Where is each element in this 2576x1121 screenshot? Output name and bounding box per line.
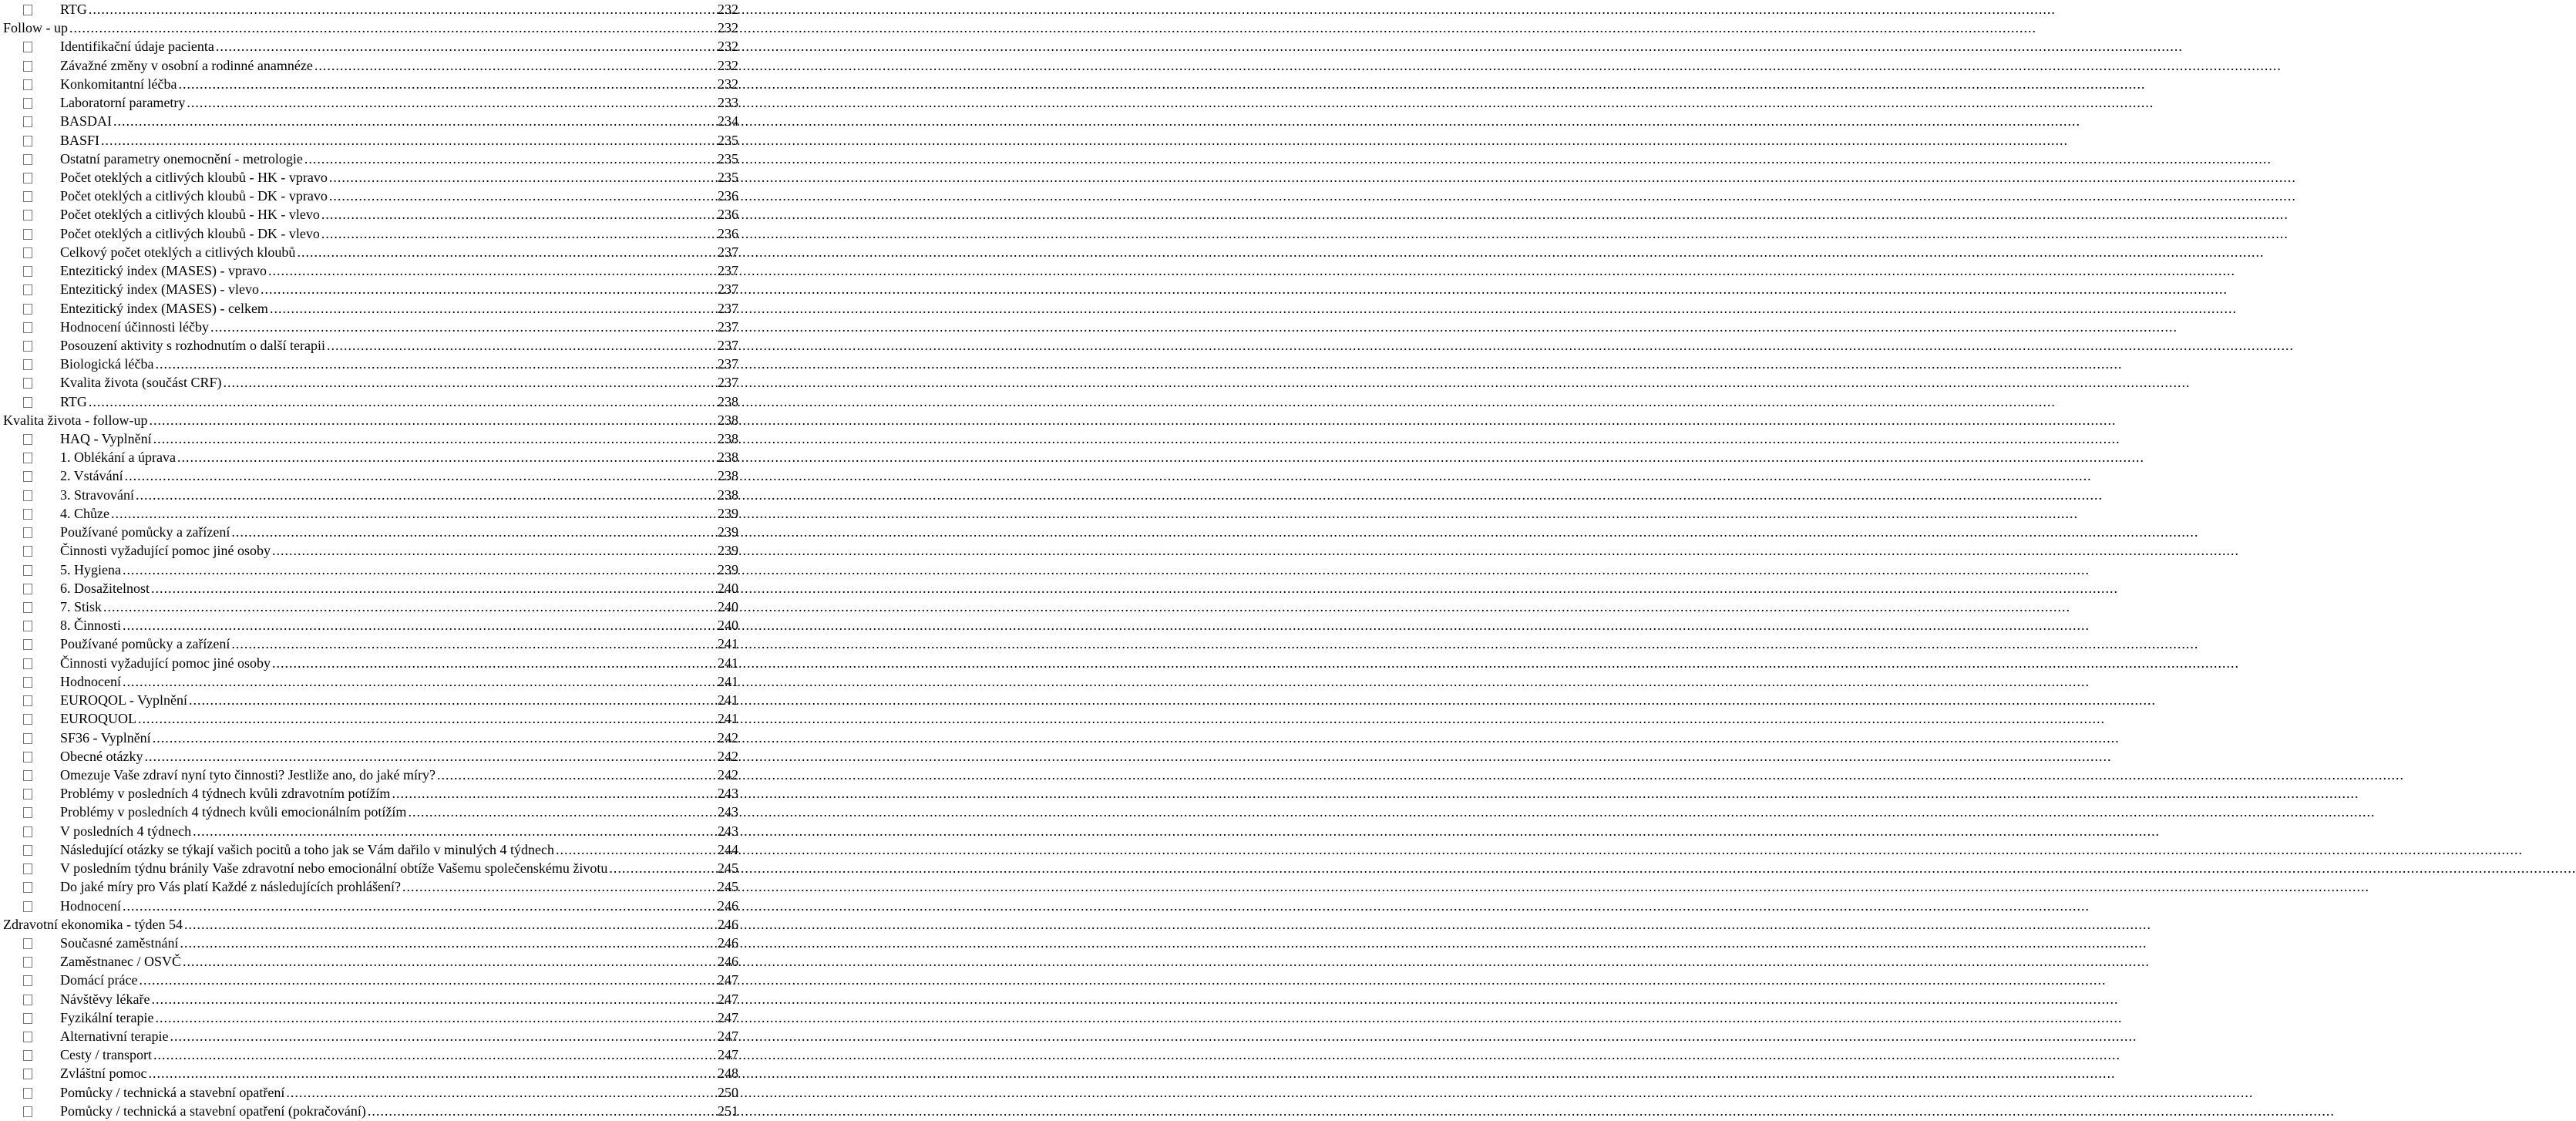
bullet-box-icon [23, 1050, 32, 1061]
toc-entry-label[interactable]: Konkomitantní léčba [60, 76, 177, 92]
toc-entry-row[interactable] [0, 318, 740, 336]
toc-entry-row[interactable] [0, 1008, 740, 1027]
toc-entry-row[interactable] [0, 187, 740, 205]
toc-entry-row[interactable] [0, 598, 740, 616]
bullet-box-icon [23, 322, 32, 333]
toc-entry-row[interactable] [0, 840, 740, 859]
bullet-box-icon [23, 938, 32, 949]
toc-entry-label[interactable]: RTG [60, 2, 87, 17]
bullet-box-icon [23, 807, 32, 818]
toc-entry-row[interactable] [0, 859, 740, 877]
bullet-box-icon [23, 602, 32, 613]
toc-entry-row[interactable] [0, 971, 740, 989]
bullet-box-icon [23, 98, 32, 109]
toc-page-number[interactable]: 245 [718, 860, 738, 877]
toc-page-number[interactable]: 236 [718, 188, 738, 204]
toc-page-number[interactable]: 232 [718, 57, 738, 73]
bullet-box-icon [23, 639, 32, 650]
dot-leader [111, 504, 716, 523]
toc-entry-label[interactable]: Alternativní terapie [60, 1028, 169, 1045]
toc-entry-label[interactable]: Problémy v posledních 4 týdnech kvůli emocionálním potížím [60, 804, 407, 820]
bullet-box-icon [23, 770, 32, 781]
bullet-box-icon [23, 79, 32, 90]
toc-entry-row[interactable] [0, 952, 740, 971]
dot-leader [144, 747, 716, 766]
toc-entry-row[interactable] [0, 243, 740, 261]
toc-entry-label[interactable]: Počet oteklých a citlivých kloubů - HK - vlevo [60, 207, 320, 223]
bullet-box-icon [23, 191, 32, 202]
toc-entry-row[interactable] [0, 654, 740, 672]
toc-page-number[interactable]: 242 [718, 729, 738, 746]
toc-entry-label[interactable]: Počet oteklých a citlivých kloubů - DK - vpravo [60, 188, 328, 204]
bullet-box-icon [23, 882, 32, 893]
dot-leader [183, 952, 716, 971]
toc-page-number[interactable]: 242 [718, 748, 738, 764]
toc-page-number[interactable]: 246 [718, 916, 738, 932]
toc-entry-label[interactable]: Entezitický index (MASES) - vlevo [60, 281, 259, 298]
bullet-box-icon [23, 1013, 32, 1024]
bullet-box-icon [23, 5, 32, 15]
bullet-box-icon [23, 490, 32, 501]
toc-page-number[interactable]: 238 [718, 449, 738, 466]
toc-entry-label[interactable]: V posledním týdnu bránily Vaše zdravotní nebo emocionální obtíže Vašemu společenskému životu [60, 860, 608, 877]
toc-entry-label[interactable]: Cesty / transport [60, 1047, 152, 1063]
toc-entry-label[interactable]: Entezitický index (MASES) - celkem [60, 300, 268, 316]
bullet-box-icon [23, 471, 32, 482]
toc-entry-row[interactable] [0, 150, 740, 168]
dot-leader [321, 205, 716, 224]
toc-entry-row[interactable] [0, 168, 740, 187]
toc-entry-row[interactable] [0, 803, 740, 821]
toc-entry-label[interactable]: Hodnocení [60, 897, 121, 914]
toc-page-number[interactable]: 246 [718, 934, 738, 951]
toc-entry-row[interactable] [0, 0, 740, 19]
dot-leader [139, 971, 716, 989]
toc-page-number[interactable]: 234 [718, 113, 738, 130]
toc-page-number[interactable]: 242 [718, 766, 738, 783]
dot-leader [151, 579, 716, 598]
toc-page-number[interactable]: 233 [718, 95, 738, 111]
toc-entry-label[interactable]: Činnosti vyžadující pomoc jiné osoby [60, 543, 271, 559]
toc-entry-label[interactable]: Kvalita života - follow-up [3, 412, 148, 428]
toc-entry-label[interactable]: RTG [60, 393, 87, 409]
bullet-box-icon [23, 434, 32, 445]
toc-entry-row[interactable] [0, 466, 740, 485]
toc-entry-label[interactable]: 3. Stravování [60, 486, 134, 503]
toc-entry-row[interactable] [0, 1045, 740, 1064]
bullet-box-icon [23, 826, 32, 837]
toc-entry-row[interactable] [0, 672, 740, 691]
toc-entry-row[interactable] [0, 560, 740, 579]
toc-page-number[interactable]: 237 [718, 263, 738, 279]
toc-entry-row[interactable] [0, 504, 740, 523]
toc-page-number[interactable]: 238 [718, 431, 738, 447]
toc-entry-row[interactable] [0, 897, 740, 915]
dot-leader [231, 523, 716, 541]
dot-leader [270, 299, 716, 318]
toc-entry-row[interactable] [0, 392, 740, 411]
toc-entry-label[interactable]: Hodnocení [60, 673, 121, 689]
dot-leader [392, 784, 716, 803]
toc-entry-row[interactable] [0, 261, 740, 280]
toc-entry-label[interactable]: Celkový počet oteklých a citlivých kloubů [60, 244, 296, 260]
toc-entry-row[interactable] [0, 729, 740, 747]
toc-entry-label[interactable]: Problémy v posledních 4 týdnech kvůli zdravotním potížím [60, 786, 391, 802]
toc-entry-row[interactable] [0, 112, 740, 130]
toc-page-number[interactable]: 241 [718, 636, 738, 652]
toc-entry-label[interactable]: Pomůcky / technická a stavební opatření (pokračování) [60, 1102, 366, 1119]
bullet-box-icon [23, 584, 32, 594]
toc-page-number[interactable]: 246 [718, 897, 738, 914]
toc-page-number[interactable]: 238 [718, 393, 738, 409]
bullet-box-icon [23, 173, 32, 183]
table-of-contents [0, 0, 740, 1120]
bullet-box-icon [23, 284, 32, 295]
toc-entry-label[interactable]: Počet oteklých a citlivých kloubů - DK - vlevo [60, 225, 320, 241]
bullet-box-icon [23, 789, 32, 800]
toc-page-number[interactable]: 237 [718, 281, 738, 298]
toc-entry-row[interactable] [0, 486, 740, 504]
dot-leader [153, 729, 716, 747]
dot-leader [314, 56, 716, 75]
toc-entry-label[interactable]: Obecné otázky [60, 748, 143, 764]
toc-page-number[interactable]: 237 [718, 318, 738, 335]
dot-leader [148, 1064, 716, 1082]
toc-page-number[interactable]: 235 [718, 169, 738, 185]
toc-entry-label[interactable]: Zdravotní ekonomika - týden 54 [3, 916, 183, 932]
dot-leader [151, 990, 716, 1008]
dot-leader [123, 616, 716, 635]
dot-leader [272, 654, 716, 672]
bullet-box-icon [23, 154, 32, 165]
dot-leader [216, 37, 716, 56]
dot-leader [125, 466, 716, 485]
toc-page-number[interactable]: 239 [718, 543, 738, 559]
bullet-box-icon [23, 714, 32, 725]
toc-page-number[interactable]: 239 [718, 505, 738, 521]
dot-leader [304, 150, 716, 168]
toc-entry-row[interactable] [0, 766, 740, 784]
toc-page-number[interactable]: 236 [718, 207, 738, 223]
toc-entry-label[interactable]: EUROQOL - Vyplnění [60, 692, 187, 709]
dot-leader [609, 859, 716, 877]
bullet-box-icon [23, 901, 32, 912]
toc-entry-row[interactable] [0, 990, 740, 1008]
toc-entry-label[interactable]: Biologická léčba [60, 356, 154, 372]
dot-leader [297, 243, 716, 261]
toc-entry-row[interactable] [0, 523, 740, 541]
toc-entry-label[interactable]: V posledních 4 týdnech [60, 823, 192, 839]
toc-entry-row[interactable] [0, 224, 740, 243]
dot-leader [153, 1045, 716, 1064]
bullet-box-icon [23, 509, 32, 520]
toc-page-number[interactable]: 246 [718, 954, 738, 970]
toc-page-number[interactable]: 240 [718, 580, 738, 596]
dot-leader [113, 112, 716, 130]
toc-page-number[interactable]: 238 [718, 486, 738, 503]
bullet-box-icon [23, 527, 32, 538]
bullet-box-icon [23, 229, 32, 240]
dot-leader [329, 168, 716, 187]
toc-section-row[interactable] [0, 915, 740, 934]
toc-entry-label[interactable]: Follow - up [3, 20, 69, 36]
toc-page-number[interactable]: 239 [718, 561, 738, 577]
dot-leader [155, 1008, 716, 1027]
toc-page-number[interactable]: 244 [718, 841, 738, 857]
toc-entry-row[interactable] [0, 75, 740, 93]
bullet-box-icon [23, 1088, 32, 1099]
toc-entry-label[interactable]: Ostatní parametry onemocnění - metrologie [60, 150, 303, 167]
toc-entry-row[interactable] [0, 877, 740, 896]
toc-entry-row[interactable] [0, 93, 740, 112]
toc-page-number[interactable]: 240 [718, 599, 738, 614]
toc-page-number[interactable]: 232 [718, 76, 738, 92]
bullet-box-icon [23, 266, 32, 277]
toc-page-number[interactable]: 243 [718, 804, 738, 820]
dot-leader [402, 877, 716, 896]
toc-page-number[interactable]: 238 [718, 412, 738, 428]
bullet-box-icon [23, 210, 32, 220]
toc-entry-label[interactable]: 8. Činnosti [60, 618, 122, 634]
toc-entry-label[interactable]: Laboratorní parametry [60, 95, 186, 111]
dot-leader [437, 766, 716, 784]
toc-entry-row[interactable] [0, 747, 740, 766]
toc-entry-row[interactable] [0, 1064, 740, 1082]
toc-page-number[interactable]: 251 [718, 1102, 738, 1119]
dot-leader [123, 897, 716, 915]
bullet-box-icon [23, 975, 32, 986]
dot-leader [329, 187, 716, 205]
toc-entry-label[interactable]: 6. Dosažitelnost [60, 580, 150, 596]
dot-leader [187, 93, 716, 112]
toc-entry-row[interactable] [0, 280, 740, 298]
toc-page-number[interactable]: 245 [718, 879, 738, 895]
bullet-box-icon [23, 61, 32, 72]
dot-leader [193, 822, 716, 840]
toc-entry-row[interactable] [0, 1027, 740, 1045]
dot-leader [123, 560, 716, 579]
toc-page-number[interactable]: 247 [718, 1009, 738, 1025]
bullet-box-icon [23, 677, 32, 688]
toc-page-number[interactable]: 232 [718, 39, 738, 55]
toc-page-number[interactable]: 238 [718, 468, 738, 484]
toc-entry-label[interactable]: Následující otázky se týkají vašich pocitů a toho jak se Vám dařilo v minulých 4 týdnech [60, 841, 555, 857]
toc-page-number[interactable]: 240 [718, 618, 738, 634]
toc-entry-label[interactable]: 5. Hygiena [60, 561, 121, 577]
bullet-box-icon [23, 359, 32, 370]
dot-leader [268, 261, 716, 280]
dot-leader [103, 598, 716, 616]
bullet-box-icon [23, 378, 32, 389]
toc-entry-row[interactable] [0, 541, 740, 560]
toc-entry-label[interactable]: Kvalita života (součást CRF) [60, 375, 222, 391]
toc-page-number[interactable]: 235 [718, 150, 738, 167]
toc-entry-label[interactable]: Návštěvy lékaře [60, 991, 150, 1007]
toc-entry-label[interactable]: 4. Chůze [60, 505, 109, 521]
bullet-box-icon [23, 957, 32, 968]
dot-leader [155, 355, 716, 373]
toc-entry-label[interactable]: BASFI [60, 132, 100, 148]
dot-leader [123, 672, 716, 691]
bullet-box-icon [23, 247, 32, 258]
dot-leader [136, 486, 716, 504]
bullet-box-icon [23, 733, 32, 744]
dot-leader [189, 691, 716, 709]
toc-page-number[interactable]: 250 [718, 1084, 738, 1100]
bullet-box-icon [23, 1032, 32, 1042]
toc-page-number[interactable]: 247 [718, 972, 738, 988]
dot-leader [408, 803, 716, 821]
toc-entry-row[interactable] [0, 355, 740, 373]
toc-page-number[interactable]: 237 [718, 244, 738, 260]
toc-entry-label[interactable]: Pomůcky / technická a stavební opatření [60, 1084, 285, 1100]
toc-entry-label[interactable]: HAQ - Vyplnění [60, 431, 152, 447]
dot-leader [89, 392, 716, 411]
toc-entry-label[interactable]: Počet oteklých a citlivých kloubů - HK - vpravo [60, 169, 328, 185]
bullet-box-icon [23, 695, 32, 706]
dot-leader [184, 915, 716, 934]
toc-page-number[interactable]: 247 [718, 991, 738, 1007]
dot-leader [180, 934, 716, 952]
toc-entry-row[interactable] [0, 448, 740, 466]
toc-entry-row[interactable] [0, 299, 740, 318]
toc-entry-row[interactable] [0, 131, 740, 150]
dot-leader [89, 0, 716, 19]
toc-entry-row[interactable] [0, 579, 740, 598]
toc-section-row[interactable] [0, 411, 740, 429]
dot-leader [153, 429, 716, 448]
dot-leader [149, 411, 716, 429]
toc-entry-label[interactable]: Současné zaměstnání [60, 934, 179, 951]
toc-entry-row[interactable] [0, 822, 740, 840]
toc-page-number[interactable]: 239 [718, 524, 738, 540]
toc-entry-row[interactable] [0, 784, 740, 803]
bullet-box-icon [23, 1106, 32, 1117]
toc-page-number[interactable]: 248 [718, 1065, 738, 1082]
toc-entry-label[interactable]: BASDAI [60, 113, 113, 130]
dot-leader [177, 448, 716, 466]
bullet-box-icon [23, 621, 32, 631]
toc-entry-label[interactable]: Používané pomůcky a zařízení [60, 636, 230, 652]
toc-section-row[interactable] [0, 19, 740, 37]
toc-entry-label[interactable]: Závažné změny v osobní a rodinné anamnéze [60, 57, 313, 73]
dot-leader [327, 336, 716, 355]
toc-page-number[interactable]: 232 [718, 20, 738, 36]
toc-page-number[interactable]: 241 [718, 711, 738, 727]
bullet-box-icon [23, 341, 32, 352]
bullet-box-icon [23, 565, 32, 576]
dot-leader [286, 1083, 716, 1102]
toc-entry-label[interactable]: Posouzení aktivity s rozhodnutím o další terapii [60, 337, 325, 353]
toc-entry-row[interactable] [0, 56, 740, 75]
dot-leader [272, 541, 716, 560]
bullet-box-icon [23, 1069, 32, 1079]
dot-leader [138, 709, 716, 728]
toc-page-number[interactable]: 243 [718, 823, 738, 839]
toc-entry-row[interactable] [0, 616, 740, 635]
bullet-box-icon [23, 546, 32, 557]
toc-entry-label[interactable]: Do jaké míry pro Vás platí Každé z následujících prohlášení? [60, 879, 402, 895]
toc-entry-row[interactable] [0, 709, 740, 728]
toc-entry-row[interactable] [0, 1083, 740, 1102]
toc-page-number[interactable]: 241 [718, 655, 738, 671]
toc-entry-label[interactable]: Zaměstnanec / OSVČ [60, 954, 181, 970]
toc-page-number[interactable]: 247 [718, 1028, 738, 1045]
bullet-box-icon [23, 304, 32, 315]
toc-entry-label[interactable]: Entezitický index (MASES) - vpravo [60, 263, 267, 279]
toc-page-number[interactable]: 232 [718, 2, 738, 17]
toc-entry-row[interactable] [0, 1102, 740, 1120]
toc-entry-label[interactable]: 7. Stisk [60, 599, 103, 614]
toc-entry-label[interactable]: Zvláštní pomoc [60, 1065, 147, 1082]
toc-page-number[interactable]: 237 [718, 375, 738, 391]
toc-entry-label[interactable]: Identifikační údaje pacienta [60, 39, 214, 55]
toc-entry-row[interactable] [0, 934, 740, 952]
dot-leader [261, 280, 716, 298]
toc-page-number[interactable]: 236 [718, 225, 738, 241]
toc-page-number[interactable]: 237 [718, 300, 738, 316]
toc-page-number[interactable]: 235 [718, 132, 738, 148]
toc-entry-row[interactable] [0, 336, 740, 355]
dot-leader [178, 75, 716, 93]
toc-entry-row[interactable] [0, 37, 740, 56]
dot-leader [368, 1102, 716, 1120]
toc-entry-label[interactable]: Omezuje Vaše zdraví nyní tyto činnosti? Jestliže ano, do jaké míry? [60, 766, 436, 783]
toc-page-number[interactable]: 243 [718, 786, 738, 802]
toc-page-number[interactable]: 241 [718, 673, 738, 689]
dot-leader [321, 224, 716, 243]
bullet-box-icon [23, 845, 32, 856]
bullet-box-icon [23, 42, 32, 52]
dot-leader [69, 19, 716, 37]
toc-entry-label[interactable]: Používané pomůcky a zařízení [60, 524, 230, 540]
dot-leader [556, 840, 716, 859]
toc-entry-row[interactable] [0, 429, 740, 448]
dot-leader [210, 318, 716, 336]
toc-entry-label[interactable]: Činnosti vyžadující pomoc jiné osoby [60, 655, 271, 671]
toc-entry-row[interactable] [0, 205, 740, 224]
toc-entry-row[interactable] [0, 635, 740, 653]
dot-leader [231, 635, 716, 653]
bullet-box-icon [23, 658, 32, 669]
toc-entry-label[interactable]: 1. Oblékání a úprava [60, 449, 176, 466]
bullet-box-icon [23, 752, 32, 762]
bullet-box-icon [23, 116, 32, 127]
toc-page-number[interactable]: 247 [718, 1047, 738, 1063]
dot-leader [223, 373, 716, 392]
bullet-box-icon [23, 397, 32, 408]
bullet-box-icon [23, 136, 32, 146]
dot-leader [101, 131, 716, 150]
bullet-box-icon [23, 453, 32, 463]
toc-entry-row[interactable] [0, 691, 740, 709]
bullet-box-icon [23, 995, 32, 1005]
toc-entry-label[interactable]: Fyzikální terapie [60, 1009, 154, 1025]
toc-entry-label[interactable]: SF36 - Vyplnění [60, 729, 151, 746]
toc-entry-label[interactable]: EUROQUOL [60, 711, 136, 727]
toc-page-number[interactable]: 237 [718, 356, 738, 372]
toc-page-number[interactable]: 237 [718, 337, 738, 353]
toc-entry-label[interactable]: Domácí práce [60, 972, 138, 988]
toc-entry-label[interactable]: Hodnocení účinnosti léčby [60, 318, 209, 335]
dot-leader [170, 1027, 716, 1045]
bullet-box-icon [23, 863, 32, 874]
toc-entry-row[interactable] [0, 373, 740, 392]
toc-entry-label[interactable]: 2. Vstávání [60, 468, 123, 484]
toc-page-number[interactable]: 241 [718, 692, 738, 709]
